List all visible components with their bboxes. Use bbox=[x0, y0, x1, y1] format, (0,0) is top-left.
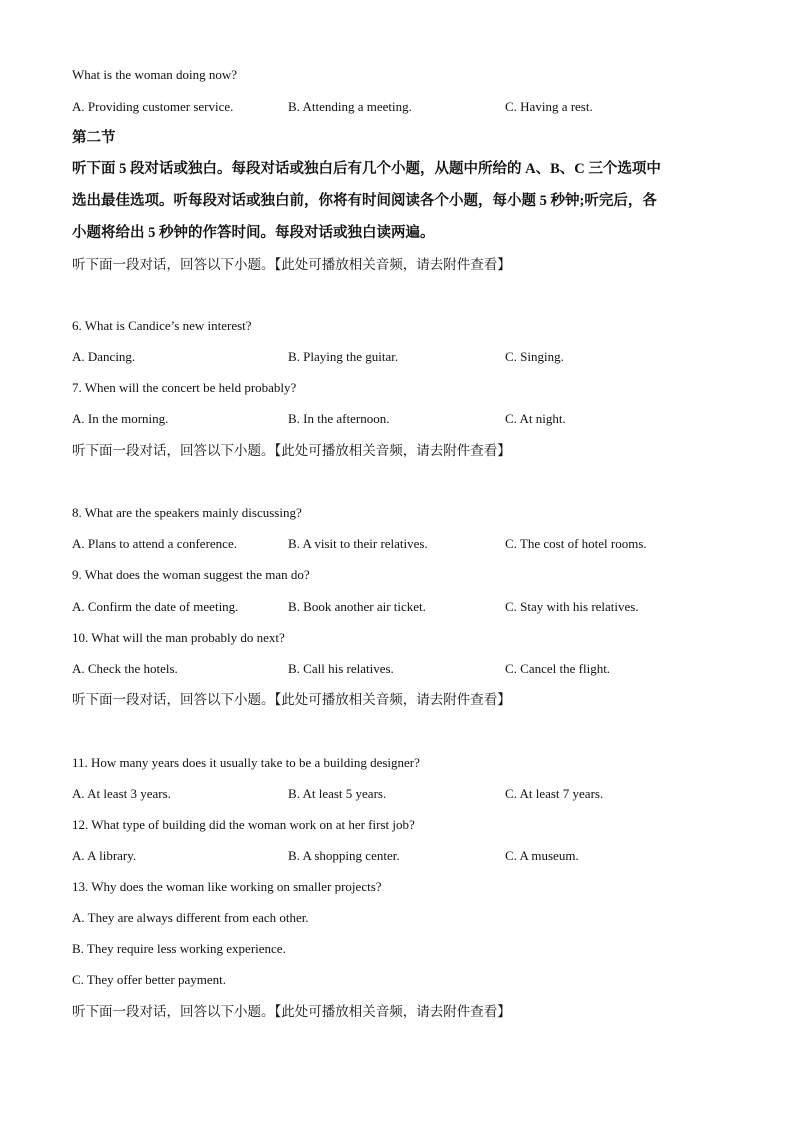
question-10-option-c: C. Cancel the flight. bbox=[505, 661, 611, 676]
section-instruction-line-3: 小题将给出 5 秒钟的作答时间。每段对话或独白读两遍。 bbox=[72, 225, 435, 241]
question-5-option-a: A. Providing customer service. bbox=[72, 99, 234, 114]
question-6-option-b: B. Playing the guitar. bbox=[288, 349, 399, 364]
question-12-option-c: C. A museum. bbox=[505, 848, 579, 863]
question-10: 10. What will the man probably do next? bbox=[72, 630, 285, 645]
question-11-option-a: A. At least 3 years. bbox=[72, 786, 171, 801]
question-5-option-c: C. Having a rest. bbox=[505, 99, 593, 114]
question-12-option-b: B. A shopping center. bbox=[288, 848, 400, 863]
question-7: 7. When will the concert be held probably? bbox=[72, 380, 297, 395]
question-8-option-c: C. The cost of hotel rooms. bbox=[505, 536, 647, 551]
question-6-option-c: C. Singing. bbox=[505, 349, 564, 364]
question-12: 12. What type of building did the woman work on at her first job? bbox=[72, 817, 415, 832]
question-7-option-b: B. In the afternoon. bbox=[288, 411, 390, 426]
section-title: 第二节 bbox=[72, 130, 116, 146]
question-13-option-c: C. They offer better payment. bbox=[72, 972, 227, 987]
question-7-option-c: C. At night. bbox=[505, 411, 566, 426]
question-10-option-b: B. Call his relatives. bbox=[288, 661, 394, 676]
question-5-option-b: B. Attending a meeting. bbox=[288, 99, 412, 114]
question-9: 9. What does the woman suggest the man do? bbox=[72, 567, 310, 582]
question-9-option-c: C. Stay with his relatives. bbox=[505, 599, 639, 614]
question-11: 11. How many years does it usually take to be a building designer? bbox=[72, 755, 420, 770]
question-8-option-b: B. A visit to their relatives. bbox=[288, 536, 428, 551]
question-13: 13. Why does the woman like working on smaller projects? bbox=[72, 879, 382, 894]
section-instruction-line-2: 选出最佳选项。听每段对话或独白前，你将有时间阅读各个小题，每小题 5 秒钟;听完后，各 bbox=[72, 193, 657, 209]
audio-note: 听下面一段对话，回答以下小题。【此处可播放相关音频，请去附件查看】 bbox=[72, 692, 511, 707]
question-13-option-a: A. They are always different from each other. bbox=[72, 910, 309, 925]
question-11-option-c: C. At least 7 years. bbox=[505, 786, 604, 801]
question-8: 8. What are the speakers mainly discussing? bbox=[72, 505, 302, 520]
audio-note: 听下面一段对话，回答以下小题。【此处可播放相关音频，请去附件查看】 bbox=[72, 443, 511, 458]
question-13-option-b: B. They require less working experience. bbox=[72, 941, 286, 956]
question-10-option-a: A. Check the hotels. bbox=[72, 661, 178, 676]
question-6: 6. What is Candice’s new interest? bbox=[72, 318, 252, 333]
section-instruction-line-1: 听下面 5 段对话或独白。每段对话或独白后有几个小题，从题中所给的 A、B、C 三个选项中 bbox=[72, 161, 661, 177]
question-11-option-b: B. At least 5 years. bbox=[288, 786, 387, 801]
question-9-option-a: A. Confirm the date of meeting. bbox=[72, 599, 239, 614]
question-12-option-a: A. A library. bbox=[72, 848, 137, 863]
question-6-option-a: A. Dancing. bbox=[72, 349, 136, 364]
question-7-option-a: A. In the morning. bbox=[72, 411, 169, 426]
question-8-option-a: A. Plans to attend a conference. bbox=[72, 536, 237, 551]
audio-note: 听下面一段对话，回答以下小题。【此处可播放相关音频，请去附件查看】 bbox=[72, 1004, 511, 1019]
audio-note: 听下面一段对话，回答以下小题。【此处可播放相关音频，请去附件查看】 bbox=[72, 257, 511, 272]
question-5: What is the woman doing now? bbox=[72, 67, 237, 82]
question-9-option-b: B. Book another air ticket. bbox=[288, 599, 426, 614]
